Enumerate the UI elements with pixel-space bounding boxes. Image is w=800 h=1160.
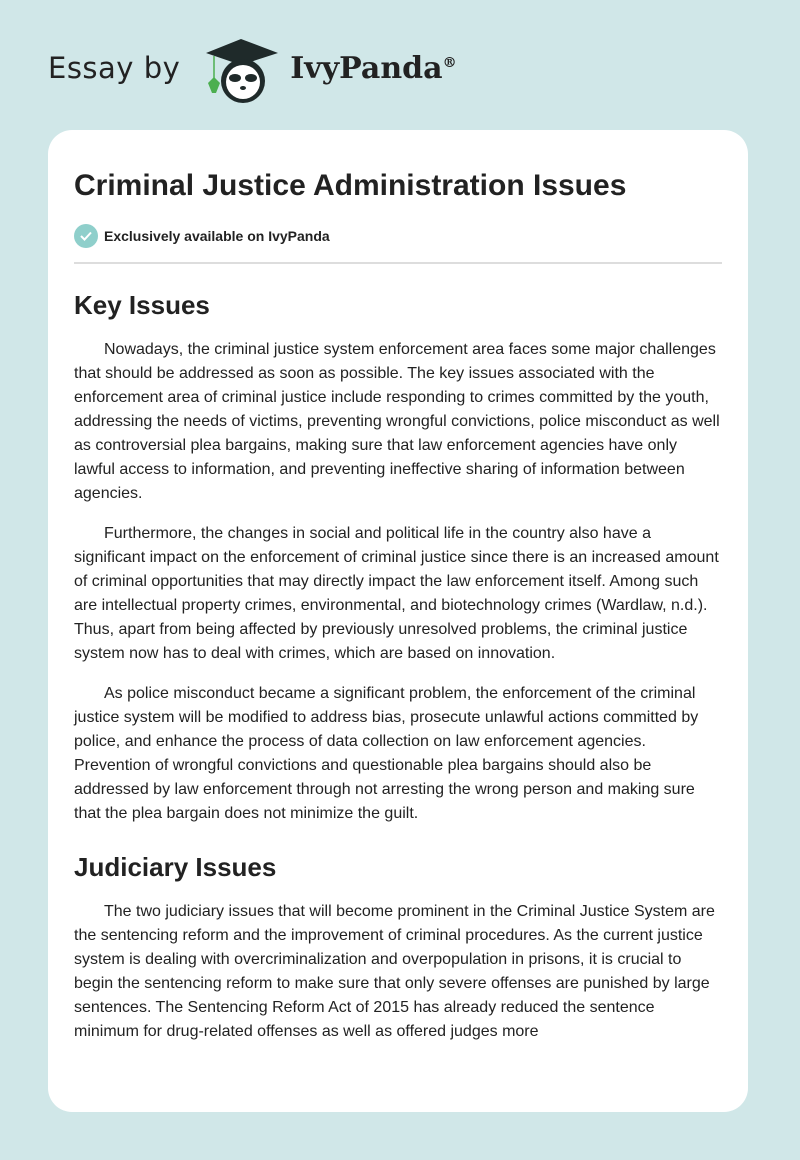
paragraph: As police misconduct became a significant problem, the enforcement of the criminal justice system will be modified to address bias, prosecute unlawful actions committed by police, and enhance the process of data collection on law enforcement agencies. Prevention of wrongful convictions and questionable plea bargains should also be addressed by law enforcement through not arresting the wrong person and making sure that the plea bargain does not minimize the guilt. <box>74 685 699 822</box>
divider <box>74 262 722 264</box>
section-heading: Judiciary Issues <box>74 852 277 882</box>
essay-title: Criminal Justice Administration Issues <box>74 169 627 202</box>
paragraph: The two judiciary issues that will become prominent in the Criminal Justice System are the sentencing reform and the improvement of criminal procedures. As the current justice system is dealing with overcriminalization and overpopulation in prisons, it is crucial to begin the sentencing reform to make sure that only severe offenses are punished by large sentences. The Sentencing Reform Act of 2015 has already reduced the sentence minimum for drug-related offenses as well as offered judges more <box>74 903 715 1040</box>
essay-by-label: Essay by <box>48 51 181 85</box>
paragraph: Nowadays, the criminal justice system enforcement area faces some major challenges that should be addressed as soon as possible. The key issues associated with the enforcement area of criminal justice include responding to crimes committed by the youth, addressing the needs of victims, preventing wrongful convictions, police misconduct as well as controversial plea bargains, making sure that law enforcement agencies have only lawful access to information, and preventing ineffective sharing of information between agencies. <box>74 341 720 502</box>
essay-card <box>48 130 748 1112</box>
brand-name[interactable]: IvyPanda® <box>290 50 457 86</box>
badge-label: Exclusively available on IvyPanda <box>104 228 330 244</box>
check-icon <box>74 224 98 248</box>
exclusive-badge <box>74 224 722 248</box>
ivypanda-logo-icon[interactable] <box>196 31 286 106</box>
site-header <box>48 28 457 108</box>
section-heading: Key Issues <box>74 290 210 320</box>
paragraph: Furthermore, the changes in social and political life in the country also have a significant impact on the enforcement of criminal justice since there is an increased amount of criminal opportunities that may directly impact the law enforcement itself. Among such are intellectual property crimes, environmental, and biotechnology crimes (Wardlaw, n.d.). Thus, apart from being affected by previously unresolved problems, the criminal justice system now has to deal with crimes, which are based on innovation. <box>74 525 719 662</box>
